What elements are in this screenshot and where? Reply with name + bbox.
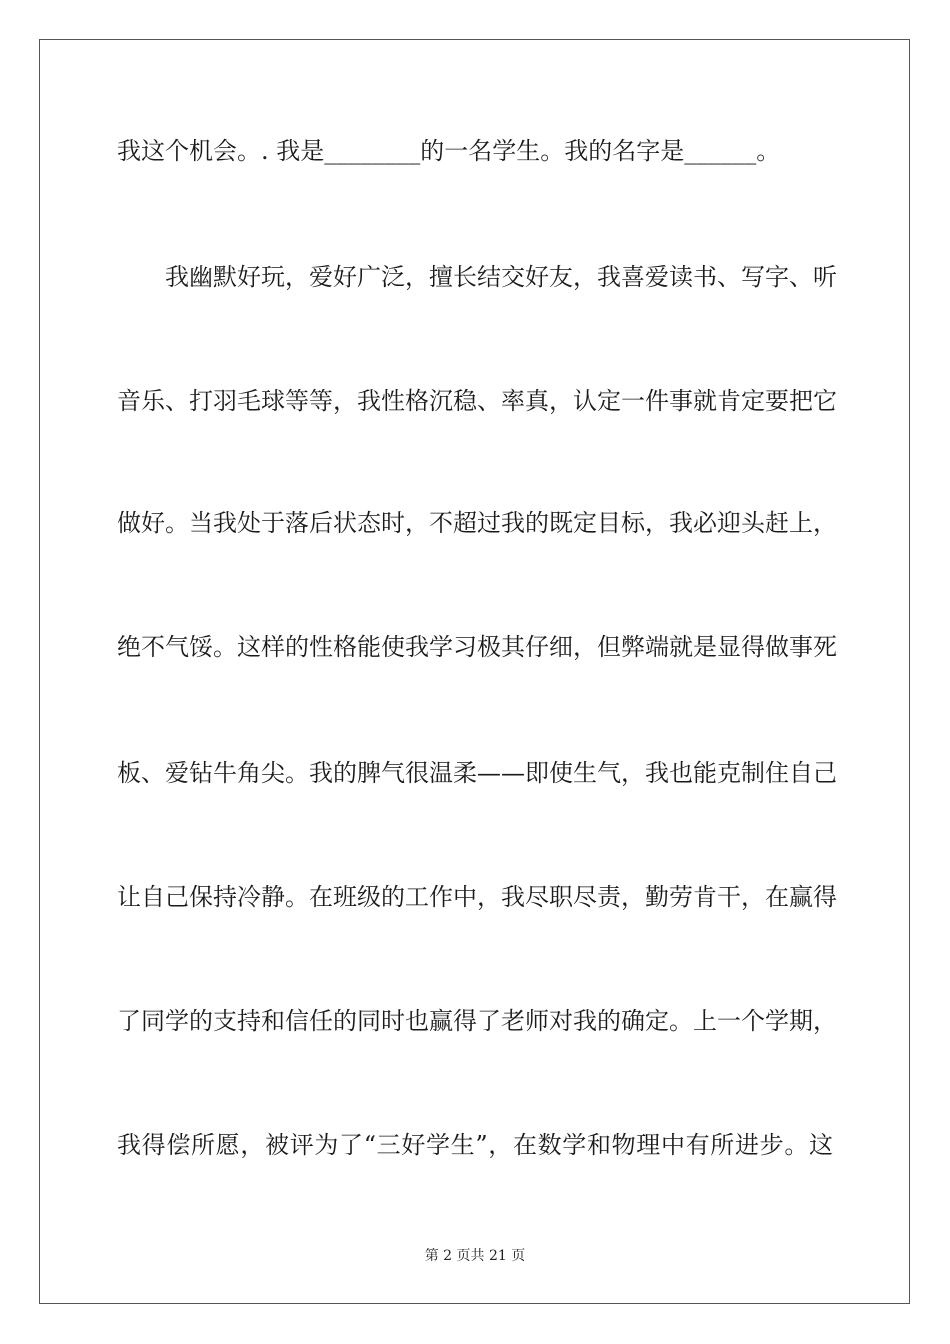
text-line-1: 我这个机会。. 我是________的一名学生。我的名字是______。 — [117, 137, 781, 165]
text-line-5: 绝不气馁。这样的性格能使我学习极其仔细，但弊端就是显得做事死 — [117, 633, 837, 661]
page-number: 第 2 页 — [424, 1248, 471, 1264]
page-total: 共 21 页 — [470, 1248, 526, 1264]
page-frame — [39, 39, 910, 1304]
text-line-7: 让自己保持冷静。在班级的工作中，我尽职尽责，勤劳肯干，在赢得 — [117, 883, 837, 911]
text-line-6: 板、爱钻牛角尖。我的脾气很温柔——即使生气，我也能克制住自己 — [117, 759, 837, 787]
text-line-9: 我得偿所愿，被评为了“三好学生”，在数学和物理中有所进步。这 — [117, 1131, 833, 1159]
text-line-8: 了同学的支持和信任的同时也赢得了老师对我的确定。上一个学期， — [117, 1007, 837, 1035]
page-footer — [0, 1247, 950, 1265]
text-line-3: 音乐、打羽毛球等等，我性格沉稳、率真，认定一件事就肯定要把它 — [117, 387, 837, 415]
text-line-4: 做好。当我处于落后状态时，不超过我的既定目标，我必迎头赶上， — [117, 509, 837, 537]
text-line-2: 我幽默好玩，爱好广泛，擅长结交好友，我喜爱读书、写字、听 — [165, 263, 837, 291]
